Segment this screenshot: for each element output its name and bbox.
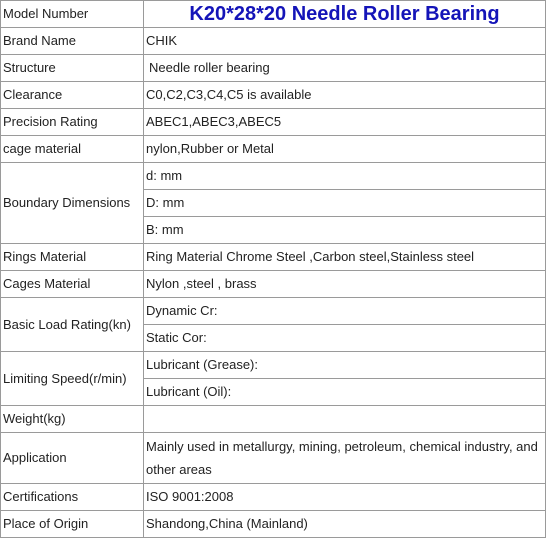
value-boundary-d-inner: d: mm	[144, 163, 546, 190]
label-precision-rating: Precision Rating	[1, 109, 144, 136]
label-rings-material: Rings Material	[1, 244, 144, 271]
label-clearance: Clearance	[1, 82, 144, 109]
table-row-certifications	[1, 484, 546, 511]
label-limiting-speed: Limiting Speed(r/min)	[1, 352, 144, 406]
label-model-number: Model Number	[1, 1, 144, 28]
label-place-of-origin: Place of Origin	[1, 511, 144, 538]
value-precision-rating: ABEC1,ABEC3,ABEC5	[144, 109, 546, 136]
value-place-of-origin: Shandong,China (Mainland)	[144, 511, 546, 538]
label-boundary-dimensions: Boundary Dimensions	[1, 163, 144, 244]
value-static-cor: Static Cor:	[144, 325, 546, 352]
value-boundary-d-outer: D: mm	[144, 190, 546, 217]
table-row-speed-grease	[1, 352, 546, 379]
label-cage-material: cage material	[1, 136, 144, 163]
table-row-load-dynamic	[1, 298, 546, 325]
label-cages-material: Cages Material	[1, 271, 144, 298]
label-structure: Structure	[1, 55, 144, 82]
value-certifications: ISO 9001:2008	[144, 484, 546, 511]
value-brand-name: CHIK	[144, 28, 546, 55]
table-row-precision-rating	[1, 109, 546, 136]
value-lubricant-grease: Lubricant (Grease):	[144, 352, 546, 379]
table-row-weight	[1, 406, 546, 433]
table-row-rings-material	[1, 244, 546, 271]
value-boundary-b-width: B: mm	[144, 217, 546, 244]
table-row-structure	[1, 55, 546, 82]
table-row-clearance	[1, 82, 546, 109]
label-weight: Weight(kg)	[1, 406, 144, 433]
table-row-boundary-d	[1, 163, 546, 190]
label-certifications: Certifications	[1, 484, 144, 511]
table-row-model-number	[1, 1, 546, 28]
value-rings-material: Ring Material Chrome Steel ,Carbon steel,Stainless steel	[144, 244, 546, 271]
table-row-brand-name	[1, 28, 546, 55]
value-cage-material: nylon,Rubber or Metal	[144, 136, 546, 163]
table-row-place-of-origin	[1, 511, 546, 538]
value-cages-material: Nylon ,steel , brass	[144, 271, 546, 298]
value-lubricant-oil: Lubricant (Oil):	[144, 379, 546, 406]
value-weight	[144, 406, 546, 433]
value-clearance: C0,C2,C3,C4,C5 is available	[144, 82, 546, 109]
product-title: K20*28*20 Needle Roller Bearing	[144, 1, 546, 28]
label-brand-name: Brand Name	[1, 28, 144, 55]
label-application: Application	[1, 433, 144, 484]
value-application: Mainly used in metallurgy, mining, petroleum, chemical industry, and other areas	[144, 433, 546, 484]
value-dynamic-cr: Dynamic Cr:	[144, 298, 546, 325]
value-structure: Needle roller bearing	[144, 55, 546, 82]
label-basic-load-rating: Basic Load Rating(kn)	[1, 298, 144, 352]
table-row-application	[1, 433, 546, 484]
table-row-cages-material	[1, 271, 546, 298]
table-row-cage-material	[1, 136, 546, 163]
